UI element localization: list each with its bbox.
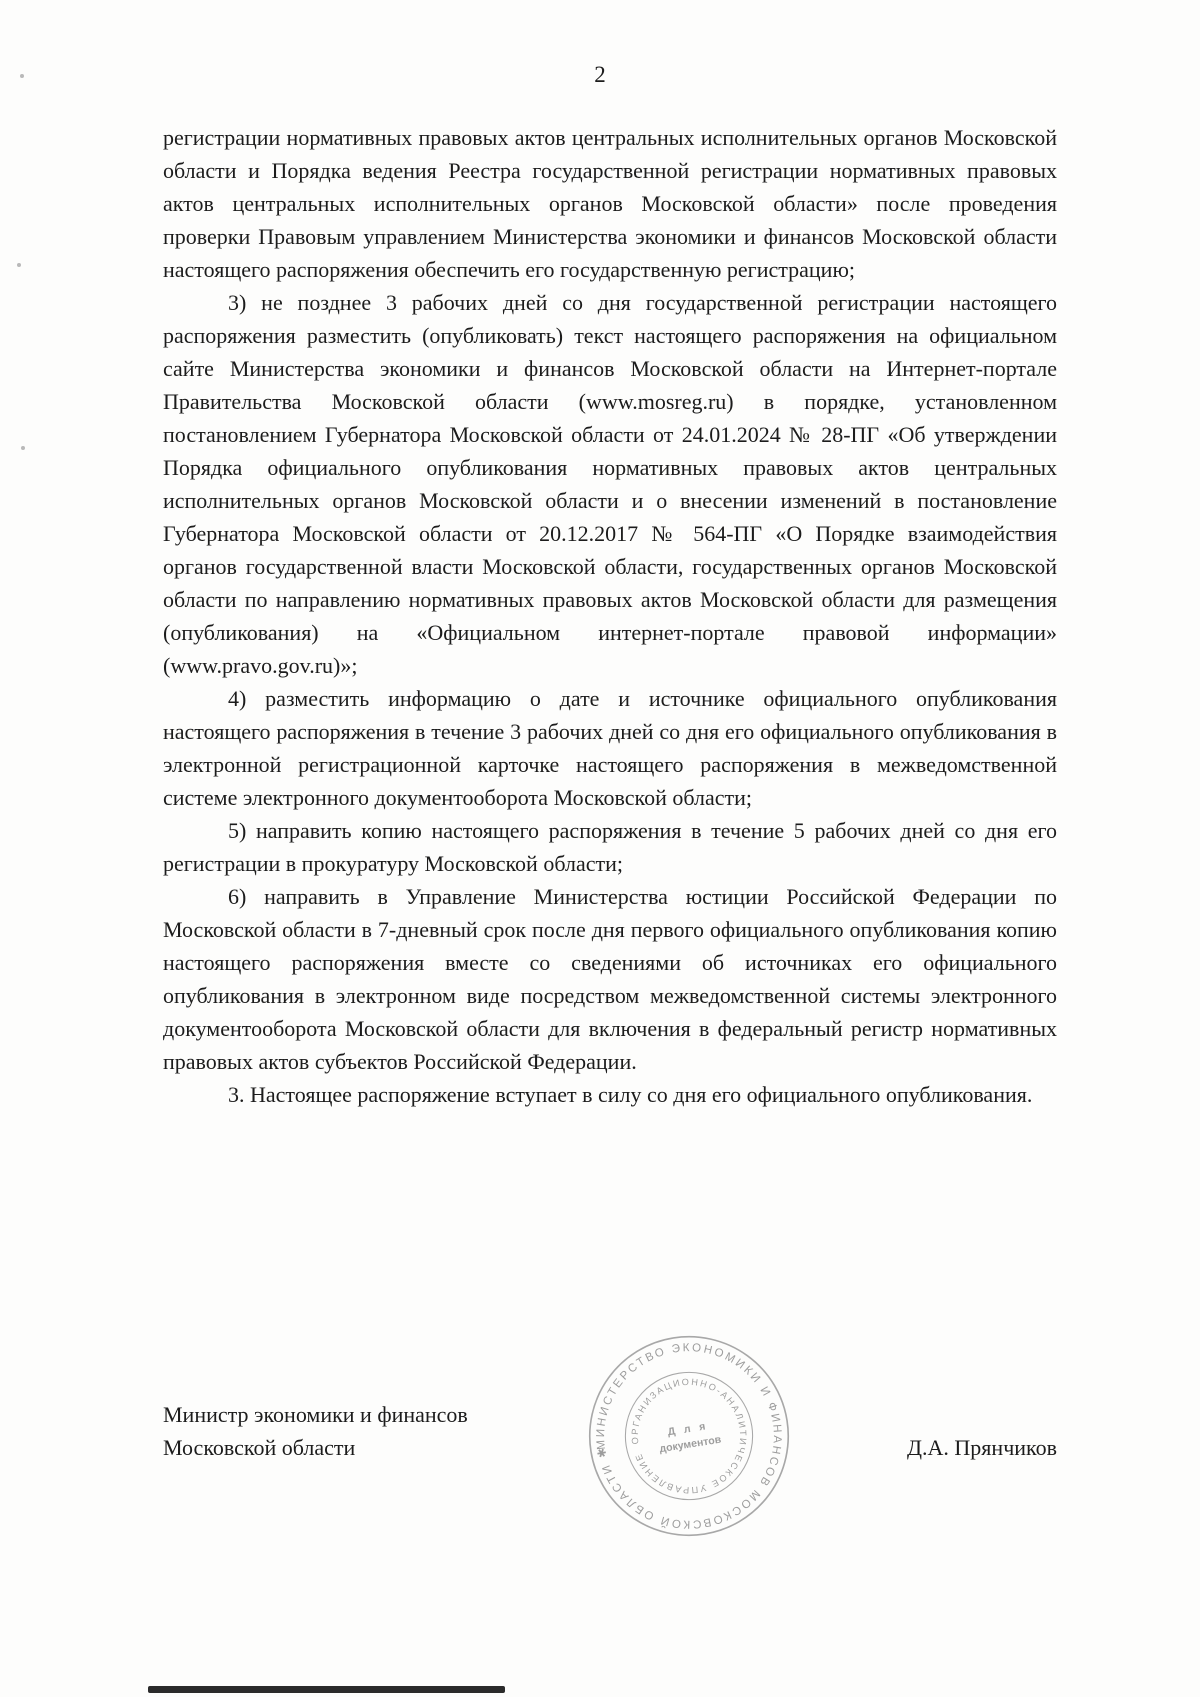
paragraph-item-4: 4) разместить информацию о дате и источнике официального опубликования настоящего распоряжения в течение 3 рабочих дней со дня его официального опубликования в электронной регистрационной карточке настоящего распоряжения в межведомственной системе электронного документооборота Московской области;: [163, 686, 1057, 810]
stamp-outer-text: МИНИСТЕРСТВО ЭКОНОМИКИ И ФИНАНСОВ МОСКОВСКОЙ ОБЛАСТИ ✱: [595, 1342, 783, 1530]
paragraph-continuation: регистрации нормативных правовых актов центральных исполнительных органов Московской области и Порядка ведения Реестра государственной регистрации нормативных правовых актов центральных исполнительных органов Московской области» после проведения проверки Правовым управлением Министерства экономики и финансов Московской области настоящего распоряжения обеспечить его государственную регистрацию;: [163, 125, 1057, 282]
stamp-center-line1: Д л я: [666, 1420, 710, 1439]
paragraph-item-6: 6) направить в Управление Министерства юстиции Российской Федерации по Московской области в 7-дневный срок после дня первого официального опубликования копию настоящего распоряжения вместе со сведениями об источниках его официального опубликования в электронном виде посредством межведомственной системы электронного документооборота Московской области для включения в федеральный регистр нормативных правовых актов субъектов Российской Федерации.: [163, 884, 1057, 1074]
stamp-inner-text: ОРГАНИЗАЦИОННО-АНАЛИТИЧЕСКОЕ УПРАВЛЕНИЕ: [629, 1376, 749, 1496]
minister-name: Д.А. Прянчиков: [907, 1435, 1057, 1460]
svg-text:МИНИСТЕРСТВО ЭКОНОМИКИ И ФИНАН: [581, 1329, 796, 1544]
scan-artifact-line: [148, 1686, 505, 1693]
paragraph-item-5: 5) направить копию настоящего распоряжения в течение 5 рабочих дней со дня его регистрации в прокуратуру Московской области;: [163, 818, 1057, 876]
stamp-center-line2: документов: [658, 1433, 723, 1456]
minister-title: [163, 1398, 468, 1464]
scan-artifact-speck: [17, 263, 21, 267]
scan-artifact-speck: [21, 446, 25, 450]
page-number: 2: [594, 62, 606, 87]
paragraph-item-3: 3) не позднее 3 рабочих дней со дня государственной регистрации настоящего распоряжения разместить (опубликовать) текст настоящего распоряжения на официальном сайте Министерства экономики и финансов Московской области на Интернет-портале Правительства Московской области (www.mosreg.ru) в порядке, установленном постановлением Губернатора Московской области от 24.01.2024 № 28-ПГ «Об утверждении Порядка официального опубликования нормативных правовых актов центральных исполнительных органов Московской области и о внесении изменений в постановление Губернатора Московской области от 20.12.2017 № 564-ПГ «О Порядке взаимодействия органов государственной власти Московской области, государственных органов Московской области по направлению нормативных правовых актов Московской области для размещения (опубликования) на «Официальном интернет-портале правовой информации» (www.pravo.gov.ru)»;: [163, 290, 1057, 678]
stamp-outer-ring: [575, 1322, 802, 1549]
minister-title-line1: Министр экономики и финансов: [163, 1402, 468, 1427]
official-stamp: [568, 1315, 811, 1558]
minister-title-line2: Московской области: [163, 1435, 356, 1460]
document-text-block: [163, 121, 1057, 1111]
scan-artifact-speck: [20, 74, 24, 78]
paragraph-entry-into-force: 3. Настоящее распоряжение вступает в силу со дня его официального опубликования.: [228, 1082, 1033, 1107]
svg-text:ОРГАНИЗАЦИОННО-АНАЛИТИЧЕСКОЕ У: [621, 1368, 757, 1504]
